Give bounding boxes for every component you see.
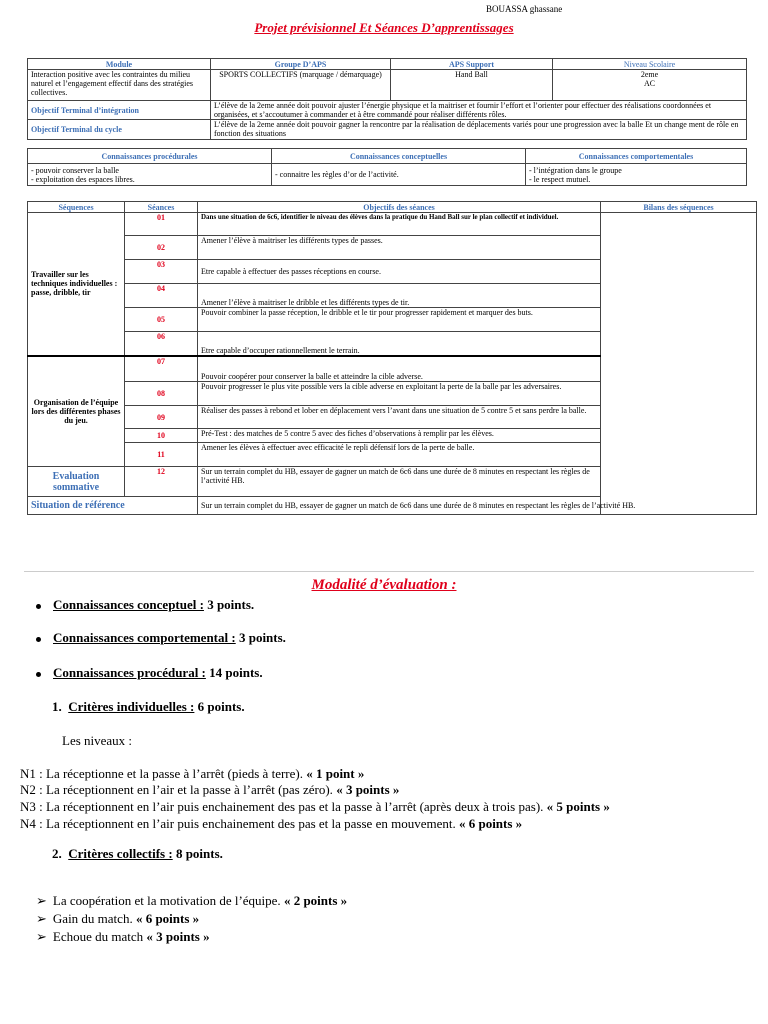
evaluation-title: Modalité d’évaluation : bbox=[311, 577, 457, 593]
niveau-points: « 1 point » bbox=[306, 766, 365, 781]
seance-num: 01 bbox=[125, 213, 198, 236]
niveau-points: « 3 points » bbox=[336, 782, 400, 797]
bullet-icon bbox=[36, 672, 41, 677]
seance-objectif: Sur un terrain complet du HB, essayer de gagner un match de 6c6 dans une durée de 8 minutes en respectant les règles de l’activité HB. bbox=[198, 467, 601, 497]
criteres-collectifs bbox=[52, 846, 223, 862]
seance-num: 12 bbox=[125, 467, 198, 497]
seance-objectif: Amener l’élève à maitriser les différents types de passes. bbox=[198, 236, 601, 260]
niveau-text: N3 : La réceptionnent en l’air puis enchainement des pas et la passe à l’arrêt (après deux à trois pas). bbox=[20, 799, 547, 814]
seance-num: 02 bbox=[125, 236, 198, 260]
seance-num: 03 bbox=[125, 260, 198, 284]
otc-label: Objectif Terminal du cycle bbox=[28, 120, 211, 140]
seance-num: 05 bbox=[125, 308, 198, 332]
eval-item-label: Connaissances procédural : bbox=[53, 665, 206, 680]
header-bilans: Bilans des séquences bbox=[601, 202, 757, 213]
criteres-points: 6 points. bbox=[194, 699, 245, 714]
seance-objectif: Etre capable à effectuer des passes réceptions en course. bbox=[198, 260, 601, 284]
oti-text: L’élève de la 2eme année doit pouvoir ajuster l’énergie physique et la maitriser et fournir l’effort et l’orienter pour effectuer des réalisations coordonnées et organisées, et s’accoutumer à commander et à être commandé pour réaliser différents rôles. bbox=[211, 101, 747, 120]
header-sequences: Séquences bbox=[28, 202, 125, 213]
criteres-points: 8 points. bbox=[172, 846, 223, 861]
collectif-points: « 3 points » bbox=[146, 929, 210, 944]
collectif-item bbox=[36, 929, 210, 945]
bilans-cell bbox=[601, 213, 757, 515]
criteres-number: 2. bbox=[52, 846, 62, 861]
niveau-n2 bbox=[20, 782, 399, 798]
collectif-item bbox=[36, 911, 199, 927]
seance-num: 07 bbox=[125, 356, 198, 382]
sequence-1-label: Travailler sur les techniques individuelles : passe, dribble, tir bbox=[28, 213, 125, 356]
criteres-label: Critères individuelles : bbox=[68, 699, 195, 714]
niveau-points: « 6 points » bbox=[458, 816, 523, 831]
header-seances: Séances bbox=[125, 202, 198, 213]
seance-objectif: Pré-Test : des matches de 5 contre 5 avec des fiches d’observations à remplir par les élèves. bbox=[198, 429, 601, 443]
procedurales-text bbox=[28, 164, 272, 186]
collectif-text: Echoue du match bbox=[52, 929, 147, 944]
page-title: Projet prévisionnel Et Séances D’apprentissages bbox=[254, 20, 514, 35]
eval-item-comportemental bbox=[36, 630, 286, 646]
seance-num: 10 bbox=[125, 429, 198, 443]
collectif-points: « 2 points » bbox=[283, 893, 348, 908]
module-text: Interaction positive avec les contraintes du milieu naturel et l’engagement effectif dans des stratégies collectives. bbox=[28, 70, 211, 101]
niveau-line1: 2eme bbox=[640, 70, 659, 79]
header-aps: APS Support bbox=[391, 59, 553, 70]
eval-item-conceptuel bbox=[36, 597, 254, 613]
sequences-table bbox=[27, 201, 757, 515]
sequence-4-label: Situation de référence bbox=[28, 497, 198, 515]
niveau-text: N2 : La réceptionnent en l’air et la passe à l’arrêt (pas zéro). bbox=[20, 782, 337, 797]
section-divider bbox=[24, 571, 754, 572]
aps-text: Hand Ball bbox=[391, 70, 553, 101]
collectif-text: Gain du match. bbox=[52, 911, 136, 926]
arrow-bullet-icon: ➢ bbox=[36, 893, 47, 908]
seance-num: 04 bbox=[125, 284, 198, 308]
collectif-item bbox=[36, 893, 347, 909]
seance-objectif: Amener l’élève à maitriser le dribble et les différents types de tir. bbox=[198, 284, 601, 308]
seance-objectif: Réaliser des passes à rebond et lober en déplacement vers l’avant dans une situation de 5 contre 5 et sans perdre la balle. bbox=[198, 406, 601, 429]
header-objectifs: Objectifs des séances bbox=[198, 202, 601, 213]
procedurales-line2: - exploitation des espaces libres. bbox=[31, 174, 135, 184]
sequence-2-label: Organisation de l’équipe lors des différentes phases du jeu. bbox=[28, 356, 125, 467]
niveau-text: N4 : La réceptionnent en l’air puis enchainement des pas et la passe en mouvement. bbox=[20, 816, 459, 831]
header-module: Module bbox=[28, 59, 211, 70]
eval-item-procedural bbox=[36, 665, 263, 681]
arrow-bullet-icon: ➢ bbox=[36, 911, 47, 926]
seance-num: 09 bbox=[125, 406, 198, 429]
bullet-icon bbox=[36, 604, 41, 609]
seance-objectif: Pouvoir combiner la passe réception, le dribble et le tir pour progresser rapidement et marquer des buts. bbox=[198, 308, 601, 332]
niveau-n4 bbox=[20, 816, 522, 832]
sequence-3-label: Evaluation sommative bbox=[28, 467, 125, 497]
niveau-n1 bbox=[20, 766, 364, 782]
header-conceptuelles: Connaissances conceptuelles bbox=[272, 149, 526, 164]
eval-item-label: Connaissances comportemental : bbox=[53, 630, 236, 645]
reference-text: Sur un terrain complet du HB, essayer de gagner un match de 6c6 dans une durée de 8 minutes en respectant les règles de l’activité HB. bbox=[198, 497, 757, 515]
eval-item-points: 3 points. bbox=[203, 597, 255, 612]
collectif-points: « 6 points » bbox=[135, 911, 200, 926]
seance-objectif: Pouvoir coopérer pour conserver la balle et atteindre la cible adverse. bbox=[198, 356, 601, 382]
seance-objectif: Dans une situation de 6c6, identifier le niveau des élèves dans la pratique du Hand Ball sur le plan collectif et individuel. bbox=[198, 213, 601, 236]
bullet-icon bbox=[36, 637, 41, 642]
collectif-text: La coopération et la motivation de l’équipe. bbox=[52, 893, 284, 908]
header-procedurales: Connaissances procédurales bbox=[28, 149, 272, 164]
criteres-individuels bbox=[52, 699, 245, 715]
groupe-text: SPORTS COLLECTIFS (marquage / démarquage) bbox=[211, 70, 391, 101]
seance-objectif: Etre capable d’occuper rationnellement le terrain. bbox=[198, 332, 601, 356]
seance-num: 11 bbox=[125, 443, 198, 467]
conceptuelles-text: - connaitre les règles d’or de l’activité. bbox=[272, 164, 526, 186]
module-table bbox=[27, 58, 747, 140]
niveau-line2: AC bbox=[643, 79, 656, 88]
header-comportementales: Connaissances comportementales bbox=[526, 149, 747, 164]
criteres-number: 1. bbox=[52, 699, 62, 714]
oti-label: Objectif Terminal d’intégration bbox=[28, 101, 211, 120]
eval-item-points: 14 points. bbox=[205, 665, 263, 680]
procedurales-line1: - pouvoir conserver la balle bbox=[31, 165, 119, 175]
author-name: BOUASSA ghassane bbox=[486, 4, 563, 14]
niveaux-label: Les niveaux : bbox=[62, 733, 133, 748]
comportementales-text bbox=[526, 164, 747, 186]
niveau-text bbox=[553, 70, 747, 101]
comportementales-line2: - le respect mutuel. bbox=[529, 174, 591, 184]
arrow-bullet-icon: ➢ bbox=[36, 929, 47, 944]
comportementales-line1: - l’intégration dans le groupe bbox=[529, 165, 622, 175]
seance-num: 08 bbox=[125, 382, 198, 406]
header-niveau: Niveau Scolaire bbox=[553, 59, 747, 70]
connaissances-table bbox=[27, 148, 747, 186]
seance-objectif: Amener les élèves à effectuer avec efficacité le repli défensif lors de la perte de balle. bbox=[198, 443, 601, 467]
niveau-n3 bbox=[20, 799, 610, 815]
seance-num: 06 bbox=[125, 332, 198, 356]
seance-objectif: Pouvoir progresser le plus vite possible vers la cible adverse en exploitant la perte de la balle par les adversaires. bbox=[198, 382, 601, 406]
header-groupe: Groupe D’APS bbox=[211, 59, 391, 70]
niveau-points: « 5 points » bbox=[546, 799, 610, 814]
eval-item-label: Connaissances conceptuel : bbox=[53, 597, 204, 612]
criteres-label: Critères collectifs : bbox=[68, 846, 173, 861]
otc-text: L’élève de la 2eme année doit pouvoir gagner la rencontre par la réalisation de déplacements variés pour une progression avec la balle Et un change ment de rôle en fonction des situations bbox=[211, 120, 747, 140]
eval-item-points: 3 points. bbox=[235, 630, 286, 645]
niveau-text: N1 : La réceptionne et la passe à l’arrêt (pieds à terre). bbox=[20, 766, 307, 781]
